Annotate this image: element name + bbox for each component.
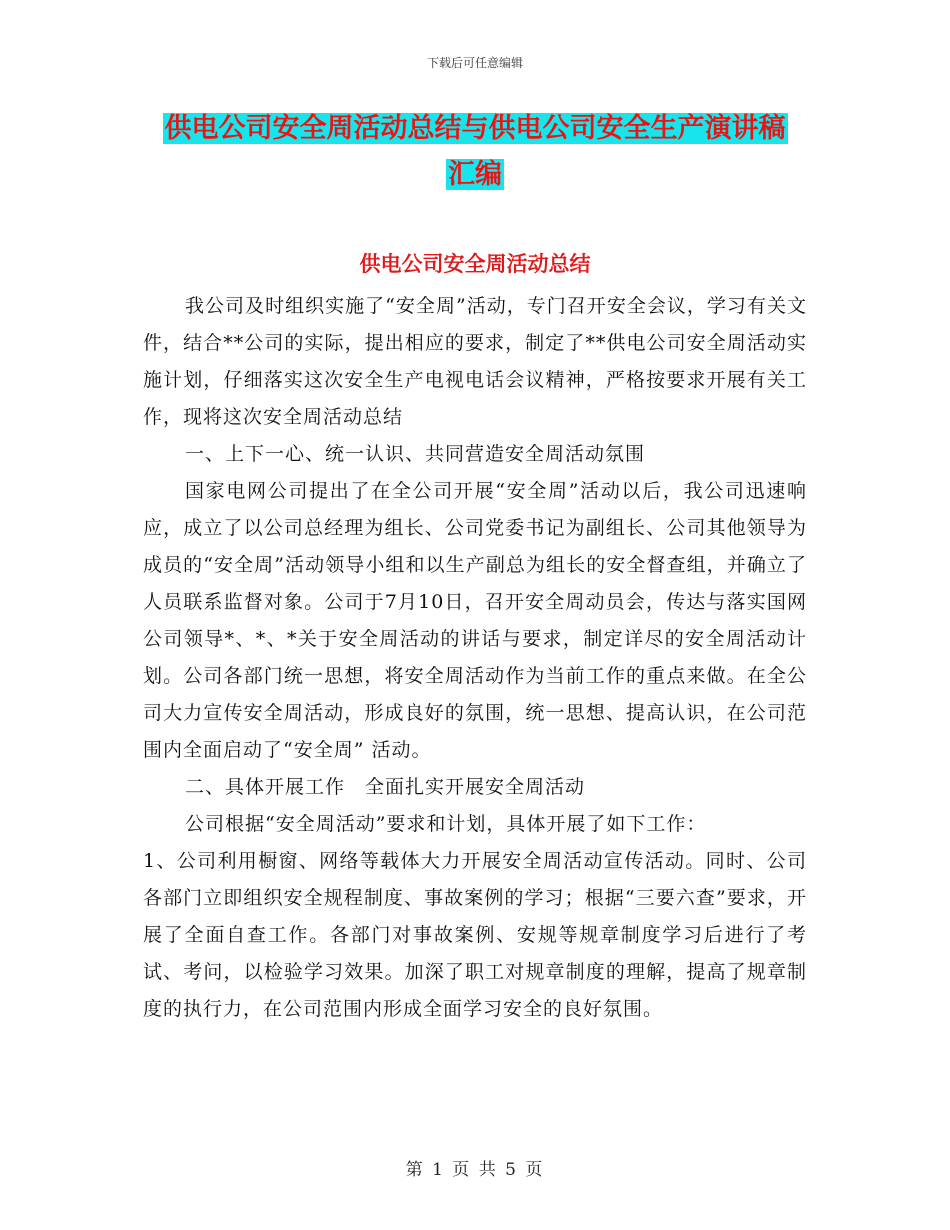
paragraph-intro: 我公司及时组织实施了“安全周”活动，专门召开安全会议，学习有关文件，结合**公司的实际，提出相应的要求，制定了**供电公司安全周活动实施计划，仔细落实这次安全生产电视电话会议精神，严格按要求开展有关工作，现将这次安全周活动总结 [143,295,807,428]
paragraph-item-1: 1、公司利用橱窗、网络等载体大力开展安全周活动宣传活动。同时、公司各部门立即组织安全规程制度、事故案例的学习；根据“三要六查”要求，开展了全面自查工作。各部门对事故案例、安规等规章制度学习后进行了考试、考问，以检验学习效果。加深了职工对规章制度的理解，提高了规章制度的执行力，在公司范围内形成全面学习安全的良好氛围。 [143,850,807,1020]
document-body [143,288,807,1028]
document-title-text-1: 供电公司安全周活动总结与供电公司安全生产演讲稿 [164,113,786,144]
document-title-line-2 [0,158,950,192]
paragraph-part-one: 国家电网公司提出了在全公司开展“安全周”活动以后，我公司迅速响应，成立了以公司总经理为组长、公司党委书记为副组长、公司其他领导为成员的“安全周”活动领导小组和以生产副总为组长的安全督查组，并确立了人员联系监督对象。公司于7月10日，召开安全周动员会，传达与落实国网公司领导*、*、*关于安全周活动的讲话与要求，制定详尽的安全周活动计划。公司各部门统一思想，将安全周活动作为当前工作的重点来做。在全公司大力宣传安全周活动，形成良好的氛围，统一思想、提高认识，在公司范围内全面启动了“安全周” 活动。 [143,480,807,761]
page-footer: 第 1 页 共 5 页 [405,1160,545,1180]
document-title-line-1 [0,112,950,146]
heading-part-one: 一、上下一心、统一认识、共同营造安全周活动氛围 [185,443,646,465]
paragraph-part-two-intro: 公司根据“安全周活动”要求和计划，具体开展了如下工作： [185,813,707,835]
heading-part-two: 二、具体开展工作 全面扎实开展安全周活动 [185,776,586,798]
section-title: 供电公司安全周活动总结 [359,252,591,276]
document-title-text-2: 汇编 [448,159,502,190]
header-note: 下载后可任意编辑 [426,56,523,70]
